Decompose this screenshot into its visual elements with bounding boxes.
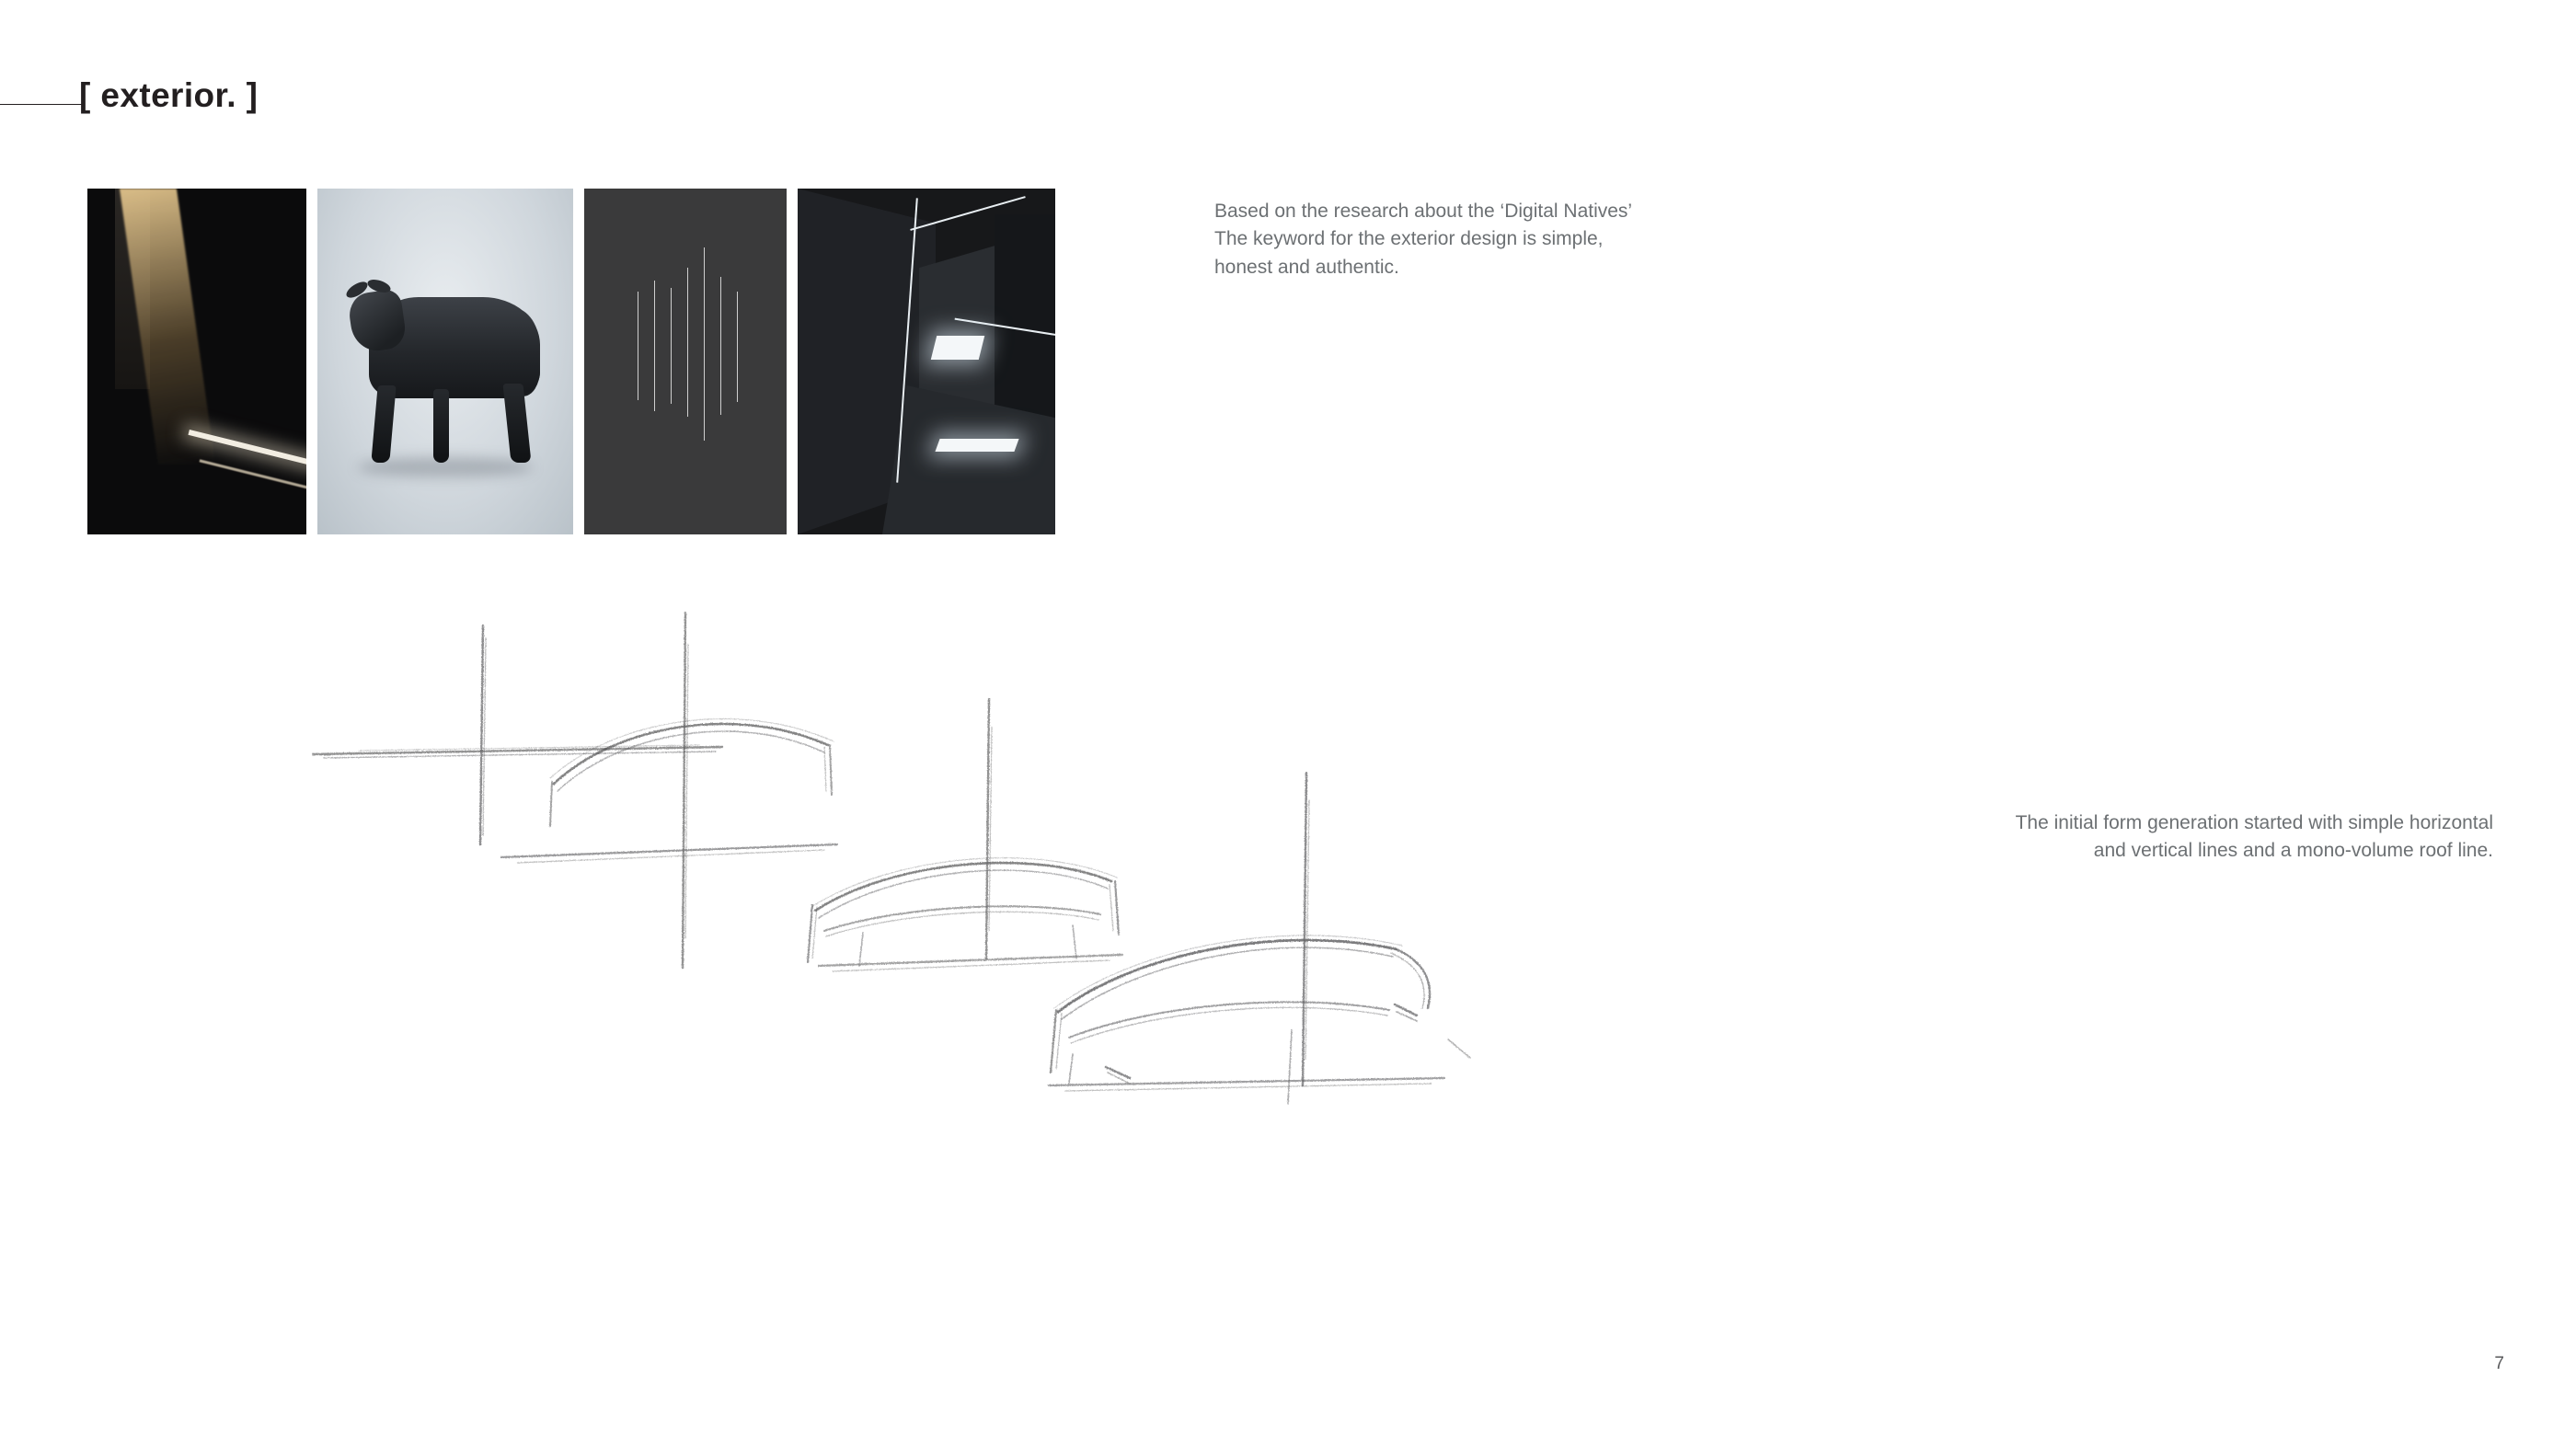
line-mark: [671, 288, 672, 404]
sculpture-leg-front: [371, 385, 396, 463]
sketch-step-1: [313, 625, 722, 844]
line-mark: [704, 247, 705, 441]
line-mark: [654, 281, 655, 411]
sketch-caption: The initial form generation started with simple horizontal and vertical lines and a mono-volume roof line.: [2015, 812, 2493, 862]
page-number: 7: [2494, 1354, 2504, 1373]
floor-light-glow: [935, 439, 1018, 452]
sculpture-leg-middle: [433, 389, 449, 463]
page-title: [ exterior. ]: [79, 76, 259, 114]
title-rule: [0, 104, 83, 105]
moodboard-image-bull-sculpture: [317, 189, 573, 534]
moodboard-image-vertical-lines: [584, 189, 787, 534]
sketch-step-2: [501, 613, 837, 968]
line-mark: [720, 277, 721, 415]
line-mark: [687, 268, 688, 417]
moodboard-caption: Based on the research about the ‘Digital Natives’ The keyword for the exterior design is simple, honest and authentic.: [1214, 201, 1632, 278]
sketch-step-4: [1049, 773, 1470, 1104]
floor-light-streak-secondary: [200, 459, 306, 490]
moodboard-image-faceted-corridor: [798, 189, 1055, 534]
line-mark: [737, 292, 738, 402]
exterior-moodboard: [87, 189, 1055, 534]
ceiling-light-glow: [931, 336, 984, 360]
moodboard-image-light-shaft: [87, 189, 306, 534]
form-generation-sketches: [304, 607, 2328, 1288]
sketch-step-3: [808, 699, 1122, 971]
